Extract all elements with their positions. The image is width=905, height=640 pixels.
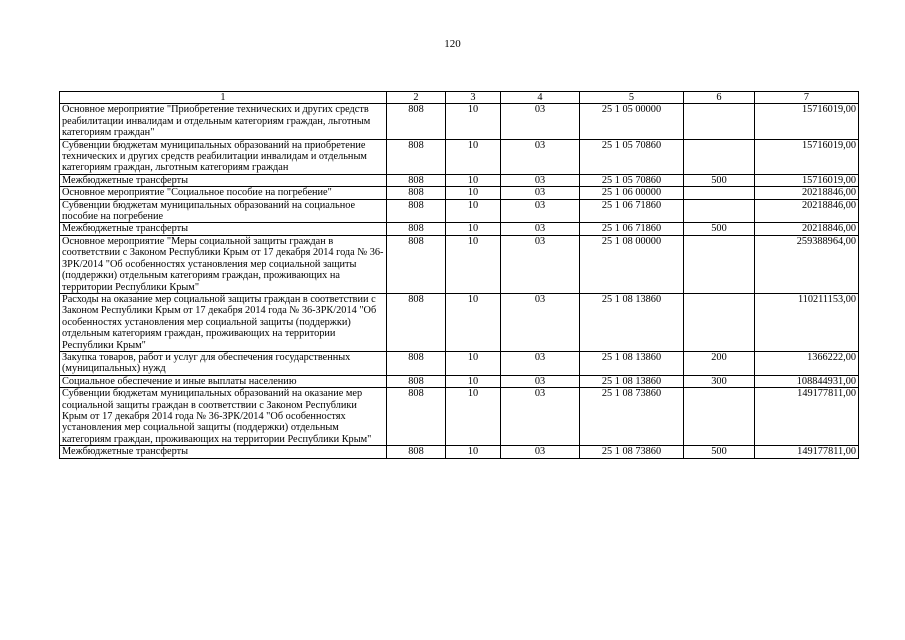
subsection-code: 03 bbox=[501, 235, 580, 293]
item-name: Основное мероприятие "Меры социальной защиты граждан в соответствии с Законом Республики Крым от 17 декабря 2014 года № 36-ЗРК/2014 "Об особенностях установления мер социальной защиты (поддержки) отдельным категориям граждан, проживающих на территории Республики Крым" bbox=[60, 235, 387, 293]
target-article-code: 25 1 06 71860 bbox=[580, 199, 684, 223]
section-code: 10 bbox=[446, 446, 501, 458]
subsection-code: 03 bbox=[501, 139, 580, 174]
ministry-code: 808 bbox=[387, 104, 446, 139]
amount: 149177811,00 bbox=[755, 388, 859, 446]
subsection-code: 03 bbox=[501, 174, 580, 186]
section-code: 10 bbox=[446, 174, 501, 186]
expense-type-code: 200 bbox=[684, 351, 755, 375]
table-row bbox=[60, 174, 859, 186]
section-code: 10 bbox=[446, 187, 501, 199]
ministry-code: 808 bbox=[387, 139, 446, 174]
expense-type-code: 500 bbox=[684, 446, 755, 458]
column-header: 7 bbox=[755, 92, 859, 104]
column-header: 5 bbox=[580, 92, 684, 104]
target-article-code: 25 1 08 73860 bbox=[580, 388, 684, 446]
section-code: 10 bbox=[446, 235, 501, 293]
item-name: Основное мероприятие "Социальное пособие на погребение" bbox=[60, 187, 387, 199]
amount: 20218846,00 bbox=[755, 223, 859, 235]
amount: 1366222,00 bbox=[755, 351, 859, 375]
item-name: Субвенции бюджетам муниципальных образований на социальное пособие на погребение bbox=[60, 199, 387, 223]
table-row bbox=[60, 446, 859, 458]
ministry-code: 808 bbox=[387, 187, 446, 199]
expense-type-code bbox=[684, 139, 755, 174]
target-article-code: 25 1 06 71860 bbox=[580, 223, 684, 235]
item-name: Социальное обеспечение и иные выплаты населению bbox=[60, 375, 387, 387]
target-article-code: 25 1 08 13860 bbox=[580, 375, 684, 387]
column-number-row bbox=[60, 92, 859, 104]
amount: 149177811,00 bbox=[755, 446, 859, 458]
table-row bbox=[60, 199, 859, 223]
amount: 20218846,00 bbox=[755, 199, 859, 223]
item-name: Межбюджетные трансферты bbox=[60, 446, 387, 458]
ministry-code: 808 bbox=[387, 446, 446, 458]
amount: 15716019,00 bbox=[755, 139, 859, 174]
ministry-code: 808 bbox=[387, 293, 446, 351]
column-header: 4 bbox=[501, 92, 580, 104]
expense-type-code bbox=[684, 293, 755, 351]
section-code: 10 bbox=[446, 139, 501, 174]
expense-type-code bbox=[684, 187, 755, 199]
ministry-code: 808 bbox=[387, 375, 446, 387]
target-article-code: 25 1 08 00000 bbox=[580, 235, 684, 293]
amount: 15716019,00 bbox=[755, 104, 859, 139]
column-header: 6 bbox=[684, 92, 755, 104]
section-code: 10 bbox=[446, 388, 501, 446]
column-header: 3 bbox=[446, 92, 501, 104]
subsection-code: 03 bbox=[501, 446, 580, 458]
table-row bbox=[60, 139, 859, 174]
target-article-code: 25 1 08 13860 bbox=[580, 293, 684, 351]
target-article-code: 25 1 06 00000 bbox=[580, 187, 684, 199]
amount: 110211153,00 bbox=[755, 293, 859, 351]
subsection-code: 03 bbox=[501, 388, 580, 446]
section-code: 10 bbox=[446, 199, 501, 223]
amount: 20218846,00 bbox=[755, 187, 859, 199]
table-row bbox=[60, 375, 859, 387]
section-code: 10 bbox=[446, 104, 501, 139]
table-body bbox=[60, 104, 859, 458]
item-name: Основное мероприятие "Приобретение технических и других средств реабилитации инвалидам и отдельным категориям граждан, льготным категориям граждан" bbox=[60, 104, 387, 139]
amount: 15716019,00 bbox=[755, 174, 859, 186]
expense-type-code bbox=[684, 199, 755, 223]
expense-type-code: 500 bbox=[684, 223, 755, 235]
subsection-code: 03 bbox=[501, 199, 580, 223]
table-row bbox=[60, 104, 859, 139]
ministry-code: 808 bbox=[387, 199, 446, 223]
amount: 108844931,00 bbox=[755, 375, 859, 387]
target-article-code: 25 1 08 73860 bbox=[580, 446, 684, 458]
target-article-code: 25 1 08 13860 bbox=[580, 351, 684, 375]
target-article-code: 25 1 05 70860 bbox=[580, 174, 684, 186]
table-row bbox=[60, 235, 859, 293]
expense-type-code bbox=[684, 104, 755, 139]
item-name: Межбюджетные трансферты bbox=[60, 174, 387, 186]
section-code: 10 bbox=[446, 351, 501, 375]
target-article-code: 25 1 05 00000 bbox=[580, 104, 684, 139]
subsection-code: 03 bbox=[501, 104, 580, 139]
section-code: 10 bbox=[446, 375, 501, 387]
amount: 259388964,00 bbox=[755, 235, 859, 293]
ministry-code: 808 bbox=[387, 235, 446, 293]
budget-table bbox=[59, 91, 859, 459]
subsection-code: 03 bbox=[501, 293, 580, 351]
ministry-code: 808 bbox=[387, 351, 446, 375]
expense-type-code bbox=[684, 388, 755, 446]
ministry-code: 808 bbox=[387, 223, 446, 235]
section-code: 10 bbox=[446, 293, 501, 351]
ministry-code: 808 bbox=[387, 388, 446, 446]
subsection-code: 03 bbox=[501, 223, 580, 235]
item-name: Межбюджетные трансферты bbox=[60, 223, 387, 235]
item-name: Расходы на оказание мер социальной защиты граждан в соответствии с Законом Республики Крым от 17 декабря 2014 года № 36-ЗРК/2014 "Об особенностях установления мер социальной защиты (поддержки) отдельным категориям граждан, проживающих на территории Республики Крым" bbox=[60, 293, 387, 351]
subsection-code: 03 bbox=[501, 187, 580, 199]
table-row bbox=[60, 351, 859, 375]
ministry-code: 808 bbox=[387, 174, 446, 186]
expense-type-code bbox=[684, 235, 755, 293]
table-row bbox=[60, 223, 859, 235]
expense-type-code: 300 bbox=[684, 375, 755, 387]
section-code: 10 bbox=[446, 223, 501, 235]
page-number: 120 bbox=[444, 38, 461, 50]
item-name: Субвенции бюджетам муниципальных образований на оказание мер социальной защиты граждан в соответствии с Законом Республики Крым от 17 декабря 2014 года № 36-ЗРК/2014 "Об особенностях установления мер социальной защиты (поддержки) отдельным категориям граждан, проживающих на территории Республики Крым" bbox=[60, 388, 387, 446]
column-header: 2 bbox=[387, 92, 446, 104]
item-name: Субвенции бюджетам муниципальных образований на приобретение технических и других средств реабилитации инвалидам и отдельным категориям граждан, льготным категориям граждан bbox=[60, 139, 387, 174]
subsection-code: 03 bbox=[501, 351, 580, 375]
column-header: 1 bbox=[60, 92, 387, 104]
table-row bbox=[60, 388, 859, 446]
item-name: Закупка товаров, работ и услуг для обеспечения государственных (муниципальных) нужд bbox=[60, 351, 387, 375]
expense-type-code: 500 bbox=[684, 174, 755, 186]
target-article-code: 25 1 05 70860 bbox=[580, 139, 684, 174]
table-row bbox=[60, 187, 859, 199]
table-row bbox=[60, 293, 859, 351]
subsection-code: 03 bbox=[501, 375, 580, 387]
